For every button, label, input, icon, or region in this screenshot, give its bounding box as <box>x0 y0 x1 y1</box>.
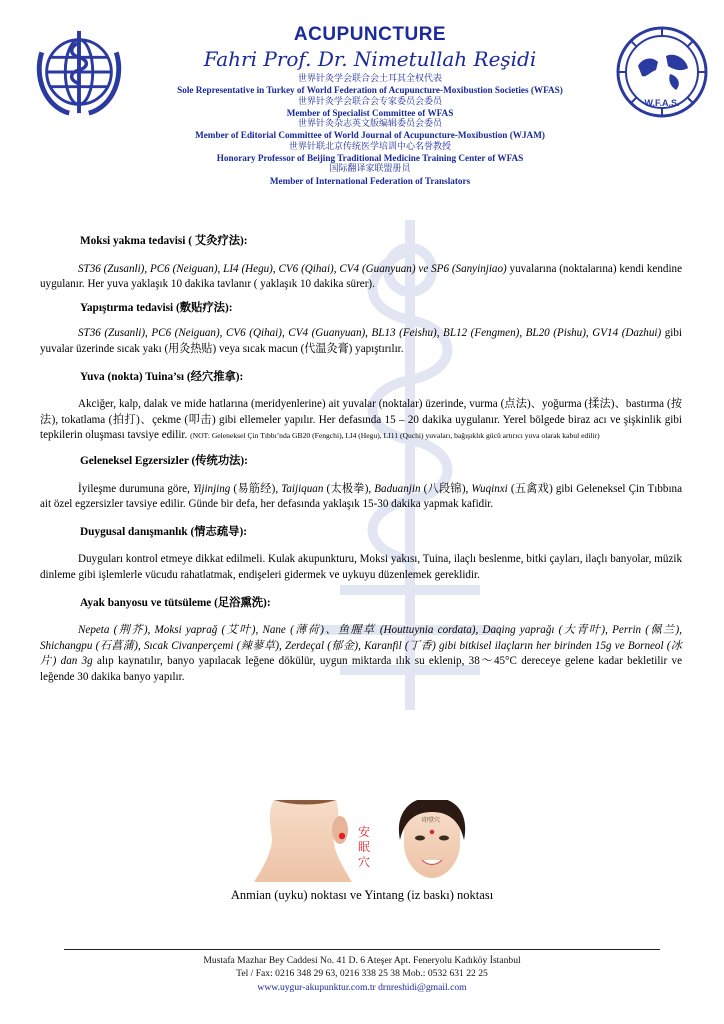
plaster-points: ST36 (Zusanli), PC6 (Neiguan), CV6 (Qihai), CV4 (Guanyuan), BL13 (Feishu), BL12 (Fengmen), BL20 (Pishu), GV14 (Dazhui) <box>78 327 662 340</box>
credential-line-cn: 世界针灸学会联合会专家委员会委员 <box>297 96 442 107</box>
footbath-text: alıp kaynatılır, banyo yapılacak leğene dökülür, uygun miktarda ılık su eklenip, 38～45°C dereceye gelene kadar bekletilir ve leğende 30 dakika banyo yapılır. <box>40 655 682 683</box>
section-text-emotion <box>40 552 682 583</box>
footer-address: Mustafa Mazhar Bey Caddesi No. 41 D. 6 Ateşer Apt. Feneryolu Kadıköy İstanbul <box>203 955 521 966</box>
exercise-text: (太极拳), <box>323 482 375 495</box>
footbath-herbs: Nepeta (荆芥), Moksi yaprağ (艾叶), Nane (薄荷)、鱼腥草 (Houttuynia cordata), Daqing yaprağı (大青叶), Perrin (佩兰), Shichangpu (石菖蒲), Sıcak Civanperçemi (辣蓼草), Zerdeçal (郁金), Karanfil (丁香) gibi bitkisel ilaçların her birinden 15g ve Borneol (冰片) dan 3g <box>40 624 682 668</box>
credential-line-en: Member of International Federation of Translators <box>269 175 471 186</box>
section-title-exercise: Geleneksel Egzersizler (传统功法): <box>80 454 248 467</box>
acupoint-illustration <box>254 800 486 882</box>
letterhead-name: Fahri Prof. Dr. Nimetullah Reşidi <box>203 47 537 71</box>
exercise-text: (易筋经), <box>230 482 282 495</box>
exercise-text: (五禽戏) gibi Geleneksel Çin Tıbbına ait özel egzersizler tavsiye edilir. Günde bir defa, her defasında yaklaşık 15-30 dakika yapmak kafidir. <box>40 482 682 511</box>
yintang-label: 印堂穴 <box>422 817 441 824</box>
section-title-emotion: Duygusal danışmanlık (情志疏导): <box>80 525 247 538</box>
section-text-exercise <box>40 482 682 513</box>
section-text-moxa <box>40 262 682 293</box>
who-globe-logo <box>30 22 128 122</box>
credential-line-cn: 国际翻译家联盟册员 <box>329 164 411 175</box>
anmian-point <box>339 833 345 839</box>
emotion-text: Duyguları kontrol etmeye dikkat edilmeli. Kulak akupunkturu, Moksi yakısı, Tuina, ilaçlı beslenme, bitki çayları, ilaçlı banyolar, müzik dinleme gibi işlemlerle vücudu rahatlatmak, endişeleri gidermek ve uykuyu düzenlemek gereklidir. <box>40 553 682 581</box>
exercise-text: İyileşme durumuna göre, <box>78 482 193 495</box>
credential-line-en: Honorary Professor of Beijing Traditional Medicine Training Center of WFAS <box>216 153 524 164</box>
exercise-text: (八段锦), <box>420 482 472 495</box>
letterhead-title: ACUPUNCTURE <box>293 24 447 45</box>
moxa-text: yuvalarına (noktalarına) kendi kendine uygulanır. Her yuva yaklaşık 10 dakika tavlanır ( yaklaşık 10 dakika sürer). <box>40 262 682 291</box>
footer <box>64 954 660 994</box>
credential-line-cn: 世界针联北京传统医学培训中心名誉教授 <box>288 141 451 152</box>
anmian-label-2: 眠 <box>358 840 371 854</box>
credential-line-en: Member of Specialist Committee of WFAS <box>286 107 454 118</box>
credential-line-en: Sole Representative in Turkey of World Federation of Acupuncture-Moxibustion Societies (WFAS) <box>177 85 563 96</box>
section-text-tuina <box>40 397 682 444</box>
exercise-name: Baduanjin <box>374 482 421 495</box>
yintang-point <box>430 830 434 834</box>
exercise-name: Yijinjing <box>192 482 231 495</box>
letterhead <box>130 24 610 187</box>
plaster-text: gibi yuvalar üzerinde sıcak yakı (用灸热贴) veya sıcak macun (代温灸膏) yapıştırılır. <box>40 327 682 355</box>
section-title-footbath: Ayak banyosu ve tütsüleme (足浴熏洗): <box>80 596 271 609</box>
moxa-points: ST36 (Zusanli), PC6 (Neiguan), LI4 (Hegu), CV6 (Qihai), CV4 (Guanyuan) ve SP6 (Sanyinjiao) <box>78 262 507 275</box>
section-title-plaster: Yapıştırma tedavisi (敷贴疗法): <box>80 301 233 314</box>
section-text-plaster <box>40 326 682 357</box>
section-title-tuina: Yuva (nokta) Tuina’sı (经穴推拿): <box>80 370 244 383</box>
section-text-footbath <box>40 623 682 685</box>
anmian-label-1: 安 <box>358 825 371 839</box>
figure-caption: Anmian (uyku) noktası ve Yintang (iz baskı) noktası <box>230 888 494 902</box>
document-body <box>40 234 682 685</box>
credential-line-en: Member of Editorial Committee of World Journal of Acupuncture-Moxibustion (WJAM) <box>195 130 545 141</box>
wfas-logo-text: W.F.A.S. <box>644 98 680 108</box>
tuina-note: (NOT: Geleneksel Çin Tıbbı’nda GB20 (Fengchi), LI4 (Hegu), LI11 (Quchi) yuvaları, bağışıklık gücü artırıcı yuva olarak kabul edilir) <box>190 431 600 441</box>
anmian-label-3: 穴 <box>358 855 371 869</box>
credential-line-cn: 世界针灸学会联合会土耳其全权代表 <box>297 74 442 84</box>
section-title-moxa: Moksi yakma tedavisi ( 艾灸疗法): <box>80 235 248 247</box>
footer-web-email[interactable]: www.uygur-akupunktur.com.tr drnreshidi@gmail.com <box>257 981 467 993</box>
footer-divider <box>64 949 660 950</box>
tuina-text: Akciğer, kalp, dalak ve mide hatlarına (meridyenlerine) ait yuvalar (noktalar) üzerinde, vurma (点法)、yoğurma (揉法)、bastırma (按法), tokatlama (拍打)、çekme (叩击) gibi ellemeler yapılır. Her defasında 15 – 20 dakika uygulanır. Yerel bölgede biraz acı ve şişkinlik gibi tepkilerin oluşması tavsiye edilir. <box>40 398 682 442</box>
ear-shape <box>332 816 348 844</box>
exercise-name: Taijiquan <box>281 482 324 495</box>
credential-line-cn: 世界针灸杂志英文版编辑委员会委员 <box>297 119 442 130</box>
footer-phones: Tel / Fax: 0216 348 29 63, 0216 338 25 38 Mob.: 0532 631 22 25 <box>236 968 488 980</box>
wfas-logo <box>612 22 712 122</box>
exercise-name: Wuqinxi <box>471 482 508 495</box>
